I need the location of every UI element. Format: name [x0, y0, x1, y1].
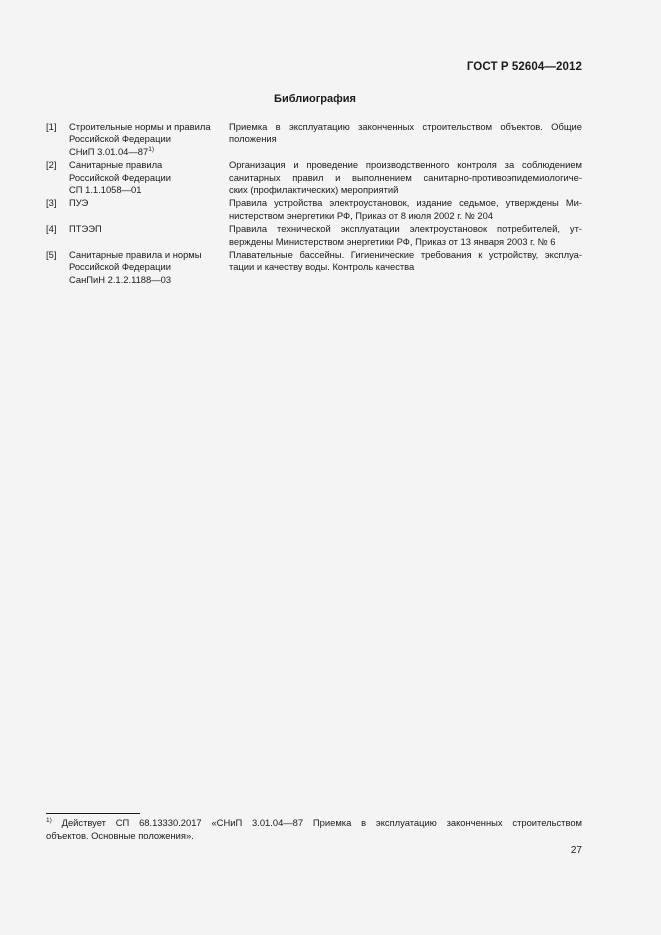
entry-source — [69, 121, 229, 158]
description-line: Правила устройства электроустановок, издание седьмое, утверждены Ми- — [229, 197, 582, 209]
description-line: Плавательные бассейны. Гигиенические требования к устройству, эксплуа- — [229, 249, 582, 261]
footnote-marker[interactable]: 1) — [148, 145, 154, 153]
description-line: Приемка в эксплуатацию законченных строительством объектов. Общие — [229, 121, 582, 132]
description-line: верждены Министерством энергетики РФ, Приказ от 13 января 2003 г. № 6 — [229, 235, 556, 247]
footnote-line — [46, 816, 582, 829]
bibliography-entry — [46, 159, 582, 196]
footnote-marker: 1) — [46, 816, 52, 824]
bibliography-entry — [46, 197, 582, 222]
entry-description — [229, 249, 582, 286]
bibliography-entry — [46, 249, 582, 286]
source-code: СНиП 3.01.04—87 — [69, 145, 149, 157]
source-line: Российской Федерации — [69, 171, 171, 183]
source-line: ПУЭ — [69, 197, 89, 209]
section-title: Библиография — [274, 93, 356, 105]
entry-source — [69, 249, 229, 286]
bibliography-entry — [46, 223, 582, 248]
entry-number: [1] — [46, 121, 57, 132]
source-line — [69, 146, 229, 158]
description-line: Организация и проведение производственного контроля за соблюдением — [229, 159, 582, 171]
description-line: тации и качеству воды. Контроль качества — [229, 261, 415, 273]
bibliography-list — [46, 121, 582, 287]
description-line: ских (профилактических) мероприятий — [229, 184, 399, 196]
source-line: Санитарные правила и нормы — [69, 249, 202, 261]
source-line: Российской Федерации — [69, 261, 171, 273]
standard-designation: ГОСТ Р 52604—2012 — [466, 61, 582, 73]
entry-number: [4] — [46, 223, 57, 235]
entry-description — [229, 159, 582, 196]
entry-source — [69, 197, 229, 222]
footnote-line: объектов. Основные положения». — [46, 830, 194, 841]
description-line: положения — [229, 133, 277, 145]
entry-description — [229, 121, 582, 158]
description-line: санитарных правил и выполнением санитарно-противоэпидемиологиче- — [229, 171, 582, 183]
source-line: СанПиН 2.1.2.1188—03 — [69, 273, 172, 285]
footnote-text: Действует СП 68.13330.2017 «СНиП 3.01.04—87 Приемка в эксплуатацию законченных строительством — [61, 817, 582, 828]
source-line: СП 1.1.1058—01 — [69, 184, 142, 196]
entry-description — [229, 197, 582, 222]
description-line: Правила технической эксплуатации электроустановок потребителей, ут- — [229, 223, 582, 235]
source-line: Российской Федерации — [69, 133, 171, 145]
description-line: нистерством энергетики РФ, Приказ от 8 июля 2002 г. № 204 — [229, 209, 493, 221]
entry-source — [69, 159, 229, 196]
source-line: Строительные нормы и правила — [69, 121, 211, 132]
entry-description — [229, 223, 582, 248]
source-line: ПТЭЭП — [69, 223, 102, 235]
footnote-divider — [46, 813, 140, 814]
entry-number: [3] — [46, 197, 57, 209]
entry-source — [69, 223, 229, 248]
entry-number: [2] — [46, 159, 57, 171]
bibliography-entry — [46, 121, 582, 158]
footnote — [46, 816, 582, 842]
page-number: 27 — [570, 845, 582, 856]
source-line: Санитарные правила — [69, 159, 163, 171]
entry-number: [5] — [46, 249, 57, 261]
